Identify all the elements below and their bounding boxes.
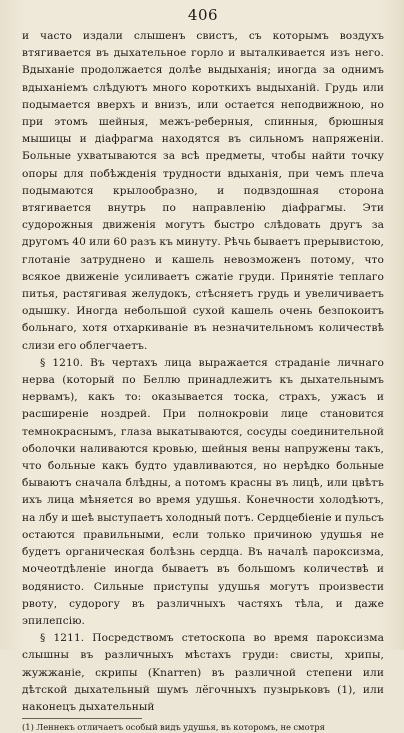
body-text: [22, 28, 384, 716]
footnote-separator: [22, 718, 142, 719]
paragraph-continuation: и часто издали слышенъ свистъ, съ которымъ воздухъ втягивается въ дыхательное горло и выталкивается изъ него. Вдыханіе продолжается долѣе выдыханія; иногда за однимъ вдыханіемъ слѣдуютъ много короткихъ выдыханій. Грудь или подымается вверхъ и внизъ, или остается неподвижною, но при этомъ шейныя, межъ-реберныя, спинныя, брюшныя мышицы и діафрагма находятся въ сильномъ напряженіи. Больные ухватываются за всѣ предметы, чтобы найти точку опоры для побѣжденія трудности вдыханія, при чемъ плеча подымаются крылообразно, и подвздошная сторона втягивается внутрь по направленію діафрагмы. Эти судорожныя движенія могутъ быстро слѣдовать другъ за другомъ 40 или 60 разъ къ минуту. Рѣчь бываетъ прерывистою, глотаніе затруднено и кашель невозможенъ потому, что всякое движеніе усиливаетъ сжатіе груди. Принятіе теплаго питья, растягивая желудокъ, стѣсняетъ грудь и увеличиваетъ одышку. Иногда небольшой сухой кашель очень безпокоитъ больнаго, хотя отхаркиваніе въ незначительномъ количествѣ слизи его облегчаетъ.: [22, 30, 384, 352]
page-number: 406: [187, 6, 219, 24]
paragraph-section-1210: § 1210. Въ чертахъ лица выражается страданіе личнаго нерва (который по Беллю принадлежитъ къ дыхательнымъ нервамъ), какъ то: оказывается тоска, страхъ, ужасъ и расширеніе ноздрей. При полнокровіи лице становится темнокраснымъ, глаза выкатываются, сосуды соединительной оболочки наливаются кровью, шейныя вены напружены такъ, что больные какъ будто удавливаются, но нерѣдко больные бываютъ сначала блѣдны, а потомъ красны въ лицѣ, или цвѣтъ ихъ лица мѣняется во время удушья. Конечности холодѣютъ, на лбу и шеѣ выступаетъ холодный потъ. Сердцебіеніе и пульсъ остаются правильными, если только причиною удушья не будетъ органическая болѣзнь сердца. Въ началѣ пароксизма, мочеотдѣленіе иногда бываетъ въ большомъ количествѣ и водянисто. Сильные приступы удушья могутъ произвести рвоту, судорогу въ различныхъ частяхъ тѣла, и даже эпилепсію.: [22, 356, 384, 627]
paragraph-section-1211: § 1211. Посредствомъ стетоскопа во время пароксизма слышны въ различныхъ мѣстахъ груди: свисты, хрипы, жужжаніе, скрипы (Knarren) въ различной степени или дѣтской дыхательный шумъ лёгочныхъ пузырьковъ (1), или наконецъ дыхательный: [22, 632, 384, 713]
footnote: (1) Леннекъ отличаетъ особый видъ удушья, въ которомъ, не смотря: [22, 722, 325, 733]
